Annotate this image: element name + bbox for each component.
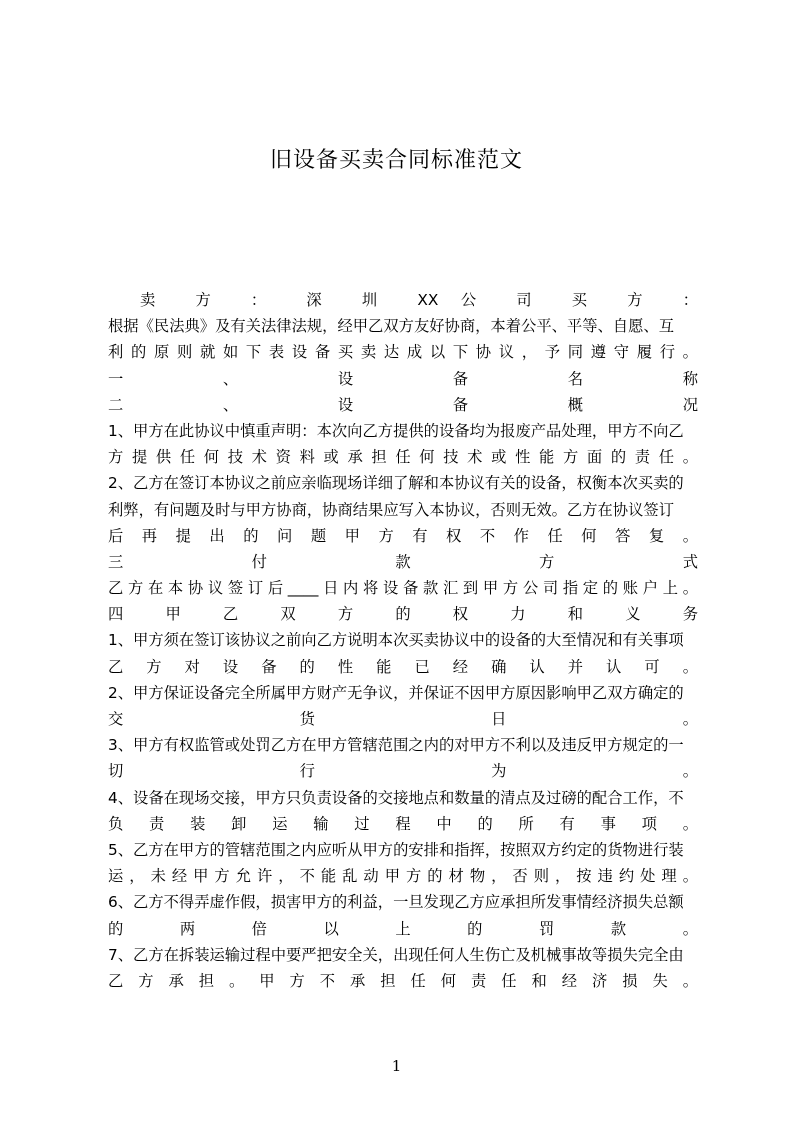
text-line: 的 两 倍 以 上 的 罚 款 。 xyxy=(108,919,698,938)
text-line: 四 甲 乙 双 方 的 权 力 和 义 务 xyxy=(108,605,698,624)
text-line: 后 再 提 出 的 问 题 甲 方 有 权 不 作 任 何 答 复 。 xyxy=(108,526,698,545)
document-title: 旧设备买卖合同标准范文 xyxy=(269,148,523,173)
text-line: 交 货 日 。 xyxy=(108,710,698,728)
text-line: 一 、 设 备 名 称 xyxy=(108,369,698,388)
text-line: 6、乙方不得弄虚作假，损害甲方的利益，一旦发现乙方应承担所发事情经济损失总额 xyxy=(108,893,684,912)
text-line: 利弊，有问题及时与甲方协商，协商结果应写入本协议，否则无效。乙方在协议签订 xyxy=(108,500,674,519)
document-body xyxy=(108,287,698,994)
text-line: 1、甲方在此协议中慎重声明：本次向乙方提供的设备均为报废产品处理，甲方不向乙 xyxy=(108,421,684,440)
text-line: 乙方在本协议签订后____日内将设备款汇到甲方公司指定的账户上。 xyxy=(108,579,698,598)
text-line: 2、甲方保证设备完全所属甲方财产无争议，并保证不因甲方原因影响甲乙双方确定的 xyxy=(108,683,684,702)
text-line: 5、乙方在甲方的管辖范围之内应听从甲方的安排和指挥，按照双方约定的货物进行装 xyxy=(108,840,684,859)
text-line: 切 行 为 。 xyxy=(108,762,698,781)
page-number: 1 xyxy=(391,1057,402,1075)
text-line: 1、甲方须在签订该协议之前向乙方说明本次买卖协议中的设备的大至情况和有关事项 xyxy=(108,631,684,650)
text-line: 7、乙方在拆装运输过程中要严把安全关，出现任何人生伤亡及机械事故等损失完全由 xyxy=(108,945,684,964)
text-line: 乙 方 承 担 。 甲 方 不 承 担 任 何 责 任 和 经 济 损 失 。 xyxy=(108,971,698,990)
text-line: 三 付 款 方 式 xyxy=(108,552,698,571)
text-line: 利 的 原 则 就 如 下 表 设 备 买 卖 达 成 以 下 协 议 ， 予 同 遵 守 履 行 。 xyxy=(108,343,698,362)
text-line: 卖 方 ： 深 圳 XX 公 司 买 方 ： xyxy=(140,291,698,309)
text-line: 方 提 供 任 何 技 术 资 料 或 承 担 任 何 技 术 或 性 能 方 面 的 责 任 。 xyxy=(108,448,698,467)
text-line: 运 ， 未 经 甲 方 允 许 ， 不 能 乱 动 甲 方 的 材 物 ， 否 则 ， 按 违 约 处 理 。 xyxy=(108,867,698,886)
text-line: 根据《民法典》及有关法律法规，经甲乙双方友好协商，本着公平、平等、自愿、互 xyxy=(108,317,674,336)
text-line: 4、设备在现场交接，甲方只负责设备的交接地点和数量的清点及过磅的配合工作，不 xyxy=(108,788,684,807)
text-line: 负 责 装 卸 运 输 过 程 中 的 所 有 事 项 。 xyxy=(108,814,698,833)
text-line: 二 、 设 备 概 况 xyxy=(108,395,698,414)
text-line: 2、乙方在签订本协议之前应亲临现场详细了解和本协议有关的设备，权衡本次买卖的 xyxy=(108,474,684,493)
text-line: 乙 方 对 设 备 的 性 能 已 经 确 认 并 认 可 。 xyxy=(108,657,698,676)
text-line: 3、甲方有权监管或处罚乙方在甲方管辖范围之内的对甲方不利以及违反甲方规定的一 xyxy=(108,736,684,755)
